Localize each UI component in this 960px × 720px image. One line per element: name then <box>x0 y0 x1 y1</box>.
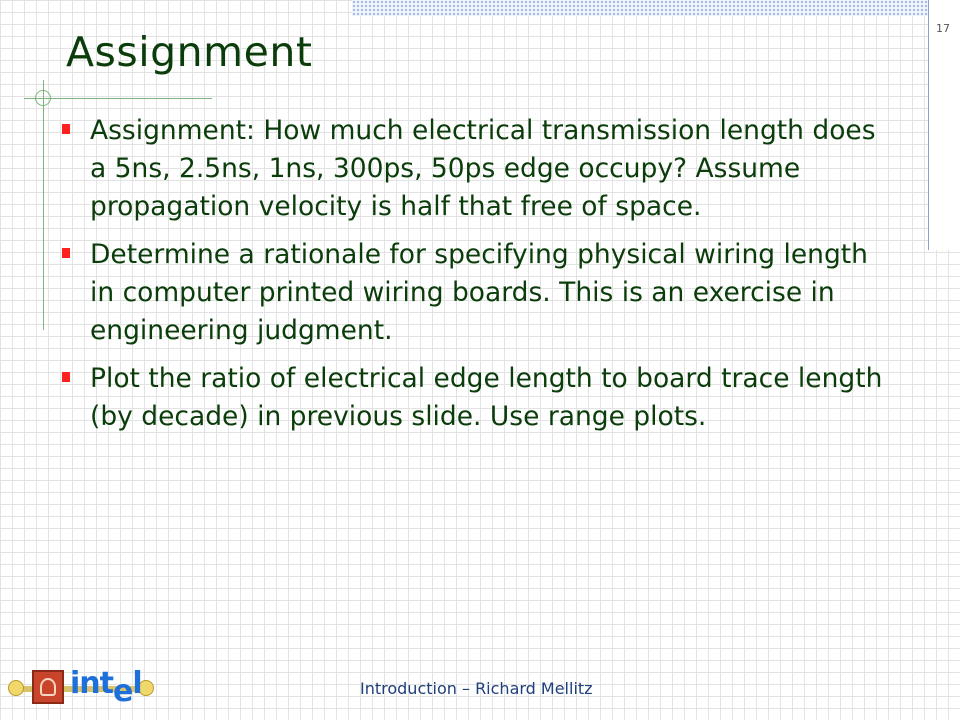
bullet-text: Determine a rationale for specifying physical wiring length in computer printed wiring boards. This is an exercise in engineering judgment. <box>90 239 868 346</box>
title-decor-vertical-line <box>43 80 44 330</box>
bullet-square-icon <box>62 124 70 134</box>
bullet-square-icon <box>62 372 70 382</box>
title-decor-circle <box>35 90 51 106</box>
bullet-square-icon <box>62 248 70 258</box>
logo-seal-icon <box>32 670 64 704</box>
logo-word-part: l <box>132 666 142 701</box>
footer-text: Introduction – Richard Mellitz <box>360 679 593 698</box>
logo-seal-figure-icon <box>40 678 56 696</box>
logo-wordmark <box>70 666 142 709</box>
slide-title: Assignment <box>66 28 313 76</box>
right-decorative-band <box>928 0 960 250</box>
page-number: 17 <box>936 22 950 35</box>
bullet-item <box>60 236 890 350</box>
logo-word-part: e <box>112 674 133 709</box>
intel-logo-icon <box>8 664 158 716</box>
bullet-item <box>60 112 890 226</box>
logo-word-part: int <box>70 666 113 701</box>
top-decorative-band <box>352 0 928 16</box>
bullet-text: Assignment: How much electrical transmission length does a 5ns, 2.5ns, 1ns, 300ps, 50ps edge occupy? Assume propagation velocity is half that free of space. <box>90 115 876 222</box>
logo-dot-left-icon <box>8 680 24 696</box>
title-decor-horizontal-line <box>24 98 212 99</box>
bullet-list <box>60 112 890 446</box>
bullet-text: Plot the ratio of electrical edge length to board trace length (by decade) in previous slide. Use range plots. <box>90 363 883 432</box>
bullet-item <box>60 360 890 436</box>
